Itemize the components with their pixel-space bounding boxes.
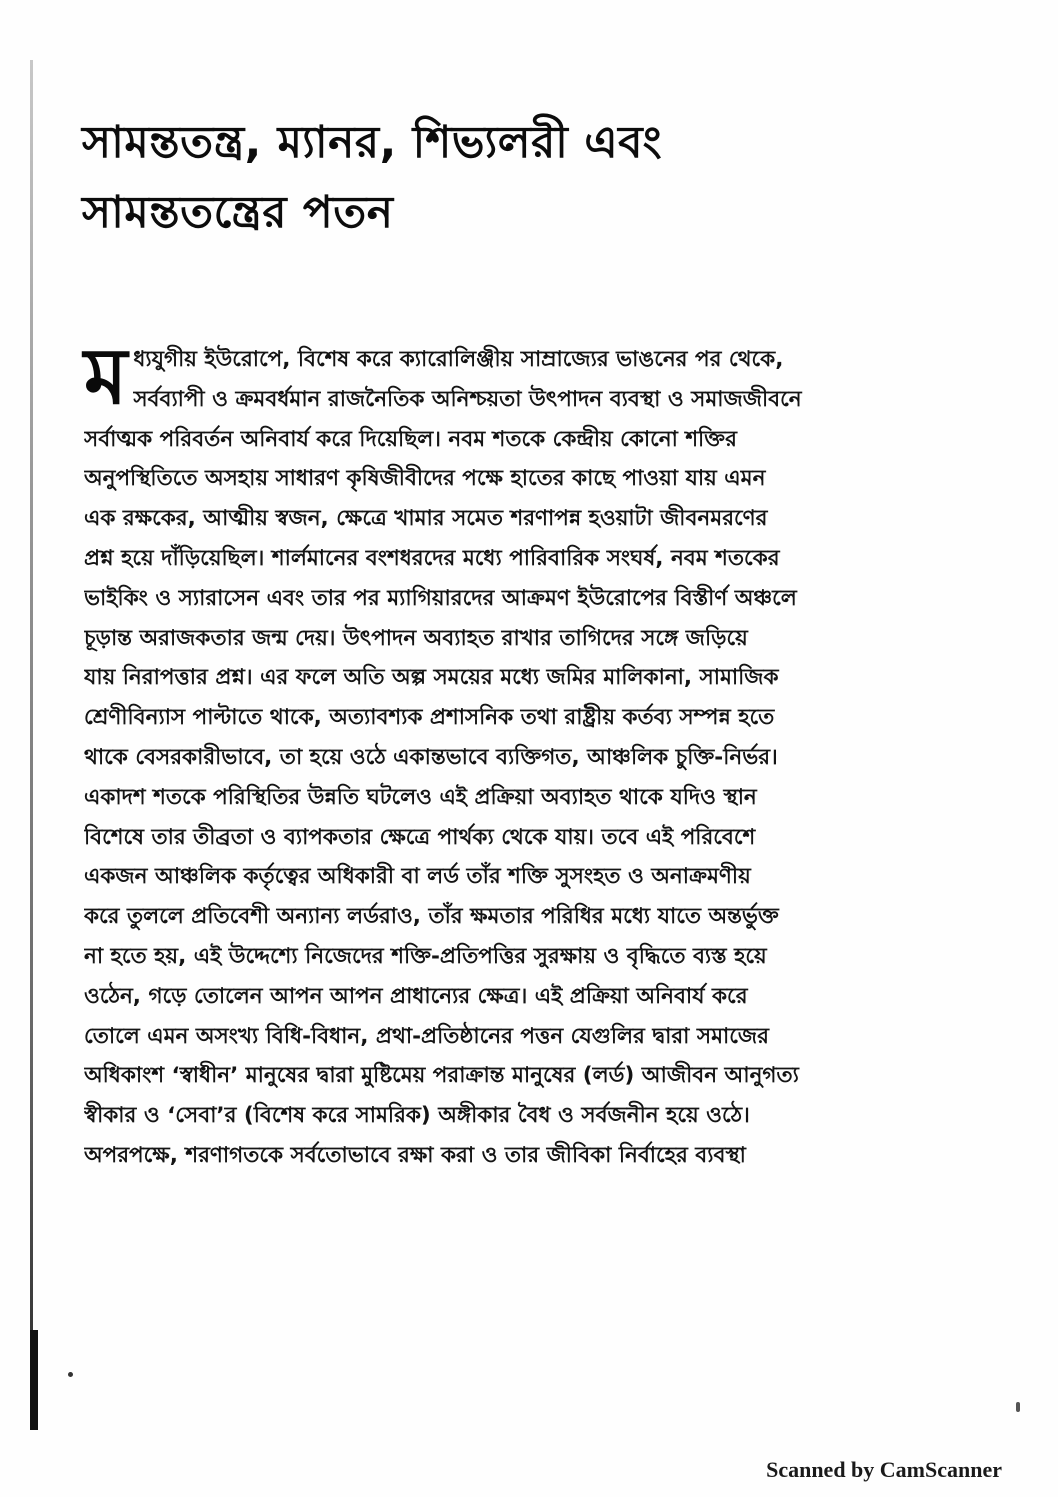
text-line: থাকে বেসরকারীভাবে, তা হয়ে ওঠে একান্তভাবে ব্যক্তিগত, আঞ্চলিক চুক্তি-নির্ভর। bbox=[84, 744, 778, 770]
text-line: ভাইকিং ও স্যারাসেন এবং তার পর ম্যাগিয়ারদের আক্রমণ ইউরোপের বিস্তীর্ণ অঞ্চলে bbox=[84, 585, 797, 611]
text-line: সর্বাত্মক পরিবর্তন অনিবার্য করে দিয়েছিল। নবম শতকে কেন্দ্রীয় কোনো শক্তির bbox=[84, 426, 737, 452]
text-line: স্বীকার ও ‘সেবা’র (বিশেষ করে সামরিক) অঙ্গীকার বৈধ ও সর্বজনীন হয়ে ওঠে। bbox=[84, 1103, 750, 1129]
text-line: অপরপক্ষে, শরণাগতকে সর্বতোভাবে রক্ষা করা ও তার জীবিকা নির্বাহের ব্যবস্থা bbox=[84, 1142, 746, 1168]
text-line: একজন আঞ্চলিক কর্তৃত্বের অধিকারী বা লর্ড তাঁর শক্তি সুসংহত ও অনাক্রমণীয় bbox=[84, 864, 751, 890]
chapter-title-line-1: সামন্ততন্ত্র, ম্যানর, শিভ্যলরী এবং bbox=[82, 117, 663, 168]
text-line: একাদশ শতকে পরিস্থিতির উন্নতি ঘটলেও এই প্রক্রিয়া অব্যাহত থাকে যদিও স্থান bbox=[84, 784, 757, 810]
chapter-title-line-2: সামন্ততন্ত্রের পতন bbox=[82, 187, 394, 238]
text-line: না হতে হয়, এই উদ্দেশ্যে নিজেদের শক্তি-প্রতিপত্তির সুরক্ষায় ও বৃদ্ধিতে ব্যস্ত হয়ে bbox=[84, 943, 767, 969]
text-line: বিশেষে তার তীব্রতা ও ব্যাপকতার ক্ষেত্রে পার্থক্য থেকে যায়। তবে এই পরিবেশে bbox=[84, 824, 756, 850]
text-line: করে তুললে প্রতিবেশী অন্যান্য লর্ডরাও, তাঁর ক্ষমতার পরিধির মধ্যে যাতে অন্তর্ভুক্ত bbox=[84, 904, 779, 930]
scanner-watermark: Scanned by CamScanner bbox=[766, 1457, 1002, 1482]
page-binding-edge bbox=[30, 60, 33, 1420]
text-line: এক রক্ষকের, আত্মীয় স্বজন, ক্ষেত্রে খামার সমেত শরণাপন্ন হওয়াটা জীবনমরণের bbox=[84, 506, 768, 532]
text-line: শ্রেণীবিন্যাস পাল্টাতে থাকে, অত্যাবশ্যক প্রশাসনিক তথা রাষ্ট্রীয় কর্তব্য সম্পন্ন হতে bbox=[84, 705, 775, 731]
body-paragraph bbox=[84, 332, 940, 1176]
text-line: অনুপস্থিতিতে অসহায় সাধারণ কৃষিজীবীদের পক্ষে হাতের কাছে পাওয়া যায় এমন bbox=[84, 466, 766, 492]
text-line: প্রশ্ন হয়ে দাঁড়িয়েছিল। শার্লমানের বংশধরদের মধ্যে পারিবারিক সংঘর্ষ, নবম শতকের bbox=[84, 545, 780, 571]
text-line: চূড়ান্ত অরাজকতার জন্ম দেয়। উৎপাদন অব্যাহত রাখার তাগিদের সঙ্গে জড়িয়ে bbox=[84, 625, 748, 651]
page-binding-shadow bbox=[30, 1330, 38, 1430]
text-line: যায় নিরাপত্তার প্রশ্ন। এর ফলে অতি অল্প সময়ের মধ্যে জমির মালিকানা, সামাজিক bbox=[84, 665, 779, 691]
drop-cap: ম bbox=[84, 332, 128, 422]
text-line: তোলে এমন অসংখ্য বিধি-বিধান, প্রথা-প্রতিষ্ঠানের পত্তন যেগুলির দ্বারা সমাজের bbox=[84, 1023, 769, 1049]
text-line: সর্বব্যাপী ও ক্রমবর্ধমান রাজনৈতিক অনিশ্চয়তা উৎপাদন ব্যবস্থা ও সমাজজীবনে bbox=[133, 386, 802, 412]
text-line: ধ্যযুগীয় ইউরোপে, বিশেষ করে ক্যারোলিঞ্জীয় সাম্রাজ্যের ভাঙনের পর থেকে, bbox=[133, 347, 784, 372]
chapter-title bbox=[82, 108, 962, 248]
text-line: ওঠেন, গড়ে তোলেন আপন আপন প্রাধান্যের ক্ষেত্র। এই প্রক্রিয়া অনিবার্য করে bbox=[84, 983, 748, 1009]
text-line: অধিকাংশ ‘স্বাধীন’ মানুষের দ্বারা মুষ্টিমেয় পরাক্রান্ত মানুষের (লর্ড) আজীবন আনুগত্য bbox=[84, 1063, 799, 1089]
scan-speck bbox=[68, 1372, 73, 1377]
scan-speck bbox=[1016, 1402, 1020, 1412]
